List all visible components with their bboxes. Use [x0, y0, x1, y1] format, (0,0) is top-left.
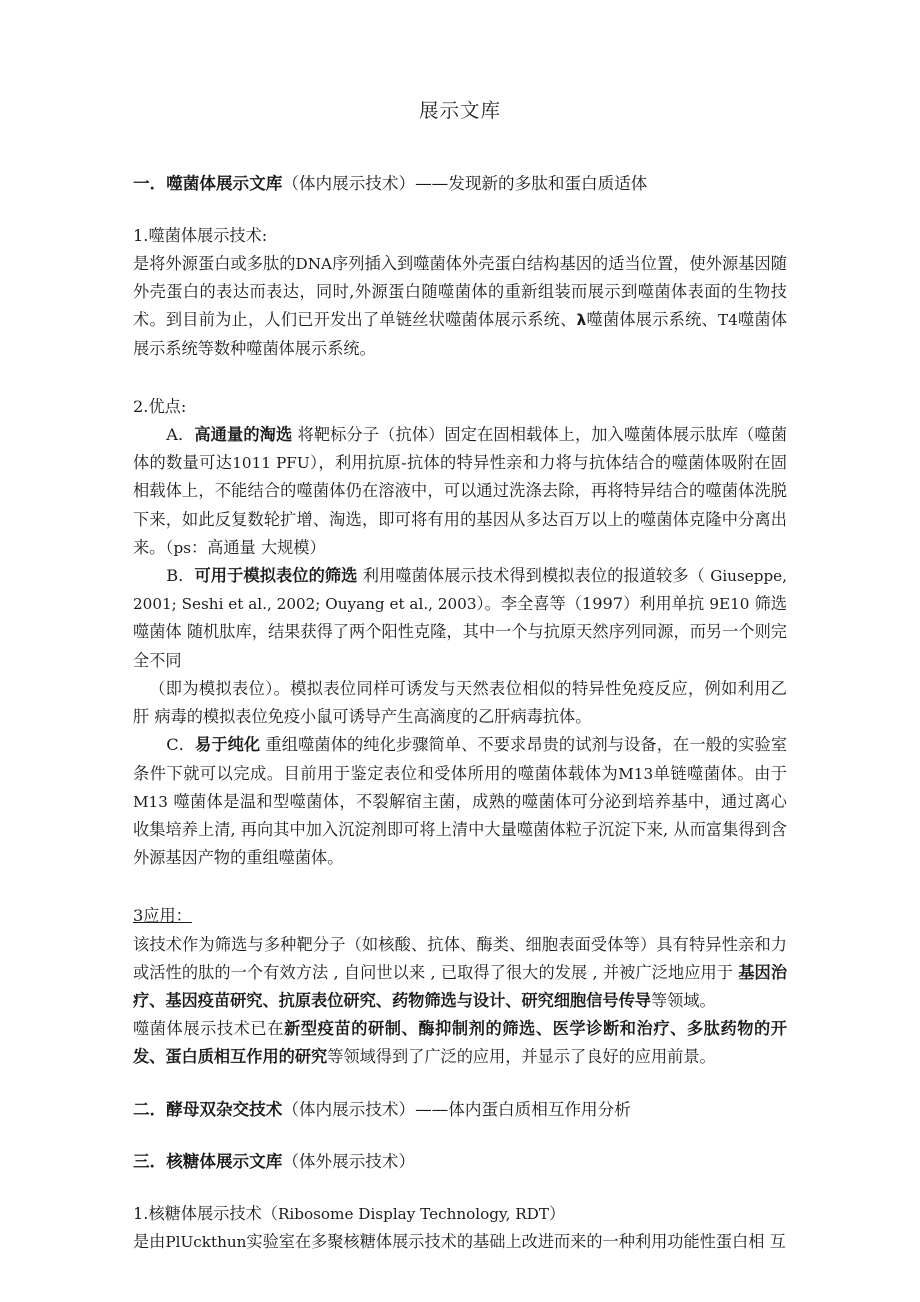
application-fields-2: 新型疫苗的研制、酶抑制剂的筛选、医学诊断和治疗、多肽药物的开发、蛋白质相互作用的研究 [133, 1019, 787, 1067]
section-title-1: 噬菌体展示文库 [166, 173, 283, 194]
text-run-latin: 9E10 [709, 595, 750, 614]
spacer [133, 1124, 787, 1147]
text-run: 等领域得到了广泛的应用，并显示了良好的应用前景。 [327, 1047, 716, 1067]
advantage-title-a: 高通量的淘选 [194, 425, 293, 445]
advantage-item-a [133, 421, 787, 562]
text-run: 1.核糖体展示技术（ [133, 1203, 278, 1223]
subsection-label-3-text: 3应用： [133, 906, 192, 926]
spacer [133, 872, 787, 902]
text-run: 利用噬菌体展示技术得到模拟表位的报道较多（ [362, 566, 711, 586]
text-run: 实验室在多聚核糖体展示技术的基础上改进而来的一种利用功能性蛋白相 互 [246, 1231, 786, 1251]
text-run: ）。李全喜等（1997）利用单抗 [476, 594, 710, 614]
text-run: 将靶标分子（抗体）固定在固相载体上，加入噬菌体展示肽库（噬菌 体的数量可达 [133, 425, 788, 473]
application-fields-1: 基因治疗、基因疫苗研究、抗原表位研究、药物筛选与设计、研究细胞信号传导 [133, 962, 788, 1010]
section-subtitle-2: （体内展示技术）——体内蛋白质相互作用分析 [282, 1099, 631, 1119]
advantage-item-b-continued: （即为模拟表位）。模拟表位同样可诱发与天然表位相似的特异性免疫反应，例如利用乙肝 病毒的模拟表位免疫小鼠可诱导产生高滴度的乙肝病毒抗体。 [133, 678, 787, 727]
rdt-label [133, 1200, 787, 1228]
text-run: 噬菌体展示系统等数种噬菌体展示系统。 [133, 310, 788, 358]
section-number-3: 三． [133, 1151, 167, 1172]
text-run: 是将外源蛋白或多肽的 [133, 254, 296, 274]
document-body [133, 0, 787, 1256]
text-run: 噬菌体是温和型噬菌体，不裂解宿主菌，成熟的噬菌体可分泌到培养基中，通过离心收集培养上清, 再向其中加入沉淀剂即可将上清中大量噬菌体粒子沉淀下来, 从而富集得到含外源基因产物的重组噬菌体。 [133, 791, 787, 868]
subsection-label-3 [133, 902, 787, 930]
text-run: 噬菌体展示技术已在 [133, 1019, 285, 1039]
section-heading-2 [133, 1095, 787, 1125]
rdt-body [133, 1228, 787, 1256]
subsection-body-1 [133, 250, 787, 363]
text-run: 等领域。 [651, 990, 716, 1010]
section-heading-1 [133, 169, 787, 199]
text-run-latin: Uckthun [180, 1232, 247, 1251]
text-run-latin: Ribosome Display Technology, RDT [277, 1204, 549, 1223]
text-run: 重组噬菌体的纯化步骤简单、不要求昂贵的试剂与设备，在一般的实验室条件下就可以完成。目前用于鉴定表位和受体所用的噬菌体载体为 [133, 735, 788, 783]
subsection-label-2: 2.优点: [133, 396, 187, 416]
section-heading-3 [133, 1147, 787, 1177]
text-run: 该技术作为筛选与多种靶分子（如核酸、抗体、酶类、细胞表面受体等）具有特异性亲和力或活性的肽的一个有效方法 , 自问世以来 , 已取得了很大的发展 , 并被广泛地应用于 [133, 934, 787, 982]
application-paragraph-1 [133, 931, 787, 1016]
section-subtitle-1: （体内展示技术）——发现新的多肽和蛋白质适体 [282, 174, 648, 194]
advantage-title-c: 易于纯化 [195, 735, 261, 755]
spacer [133, 363, 787, 393]
text-run: 是由 [133, 1231, 166, 1251]
section-number-2: 二． [133, 1098, 167, 1119]
advantage-letter-c: C． [166, 735, 196, 755]
advantage-item-c [133, 731, 787, 872]
section-title-2: 酵母双杂交技术 [166, 1098, 283, 1119]
text-run-latin: ps [173, 538, 191, 557]
text-run-latin: DNA [295, 255, 332, 274]
lambda-symbol: λ [576, 311, 587, 330]
page-title: 展示文库 [418, 99, 501, 122]
section-number-1: 一． [133, 173, 167, 194]
section-title-3: 核糖体展示文库 [166, 1151, 283, 1172]
citation-run: Giuseppe, 2001; Seshi et al., 2002; Ouyang et al., 2003 [133, 567, 788, 614]
text-run-latin: M13 [618, 764, 654, 783]
text-run: ） [548, 1203, 566, 1223]
text-run: 噬菌体展示系统、 [586, 310, 718, 330]
text-run-latin: 1011 PFU [232, 454, 310, 473]
application-paragraph-2 [133, 1015, 787, 1071]
advantage-letter-a: A． [166, 425, 195, 445]
text-run-latin: M13 [133, 792, 168, 811]
advantage-letter-b: B． [166, 566, 195, 586]
spacer [133, 1177, 787, 1200]
spacer [133, 199, 787, 222]
text-run: 序列插入到噬菌体外壳蛋白结构基因的适当位置，使外源基因随外壳蛋白的表达而表达，同时,外源蛋白随噬菌体的重新组装而展示到噬菌体表面的生物技术。到目前为止，人们已开发出了单链丝状噬菌体展示系统、 [133, 254, 787, 330]
subsection-label-1: 1.噬菌体展示技术: [133, 225, 268, 245]
spacer [133, 1072, 787, 1095]
advantage-item-b [133, 562, 787, 675]
text-run-latin: Pl [165, 1232, 181, 1251]
text-run: 单链噬菌体。由于 [653, 763, 788, 783]
advantage-title-b: 可用于模拟表位的筛选 [194, 566, 358, 586]
text-run: ：高通量 大规模） [191, 537, 326, 557]
spacer [133, 123, 787, 169]
text-run-latin: T4 [717, 311, 738, 330]
text-run: ），利用抗原-抗体的特异性亲和力将与抗体结合的噬菌体吸附在固 相载体上，不能结合的噬菌体仍在溶液中，可以通过洗涤去除，再将特异结合的噬菌体洗脱 下来，如此反复数轮扩增、淘选，即可将有用的基因从多达百万以上的噬菌体克隆中分离出 来。（ [133, 453, 787, 557]
section-subtitle-3: （体外展示技术） [282, 1152, 416, 1172]
text-run: 筛选噬菌体 随机肽库，结果获得了两个阳性克隆，其中一个与抗原天然序列同源，而另一个则完全不同 [133, 594, 787, 670]
